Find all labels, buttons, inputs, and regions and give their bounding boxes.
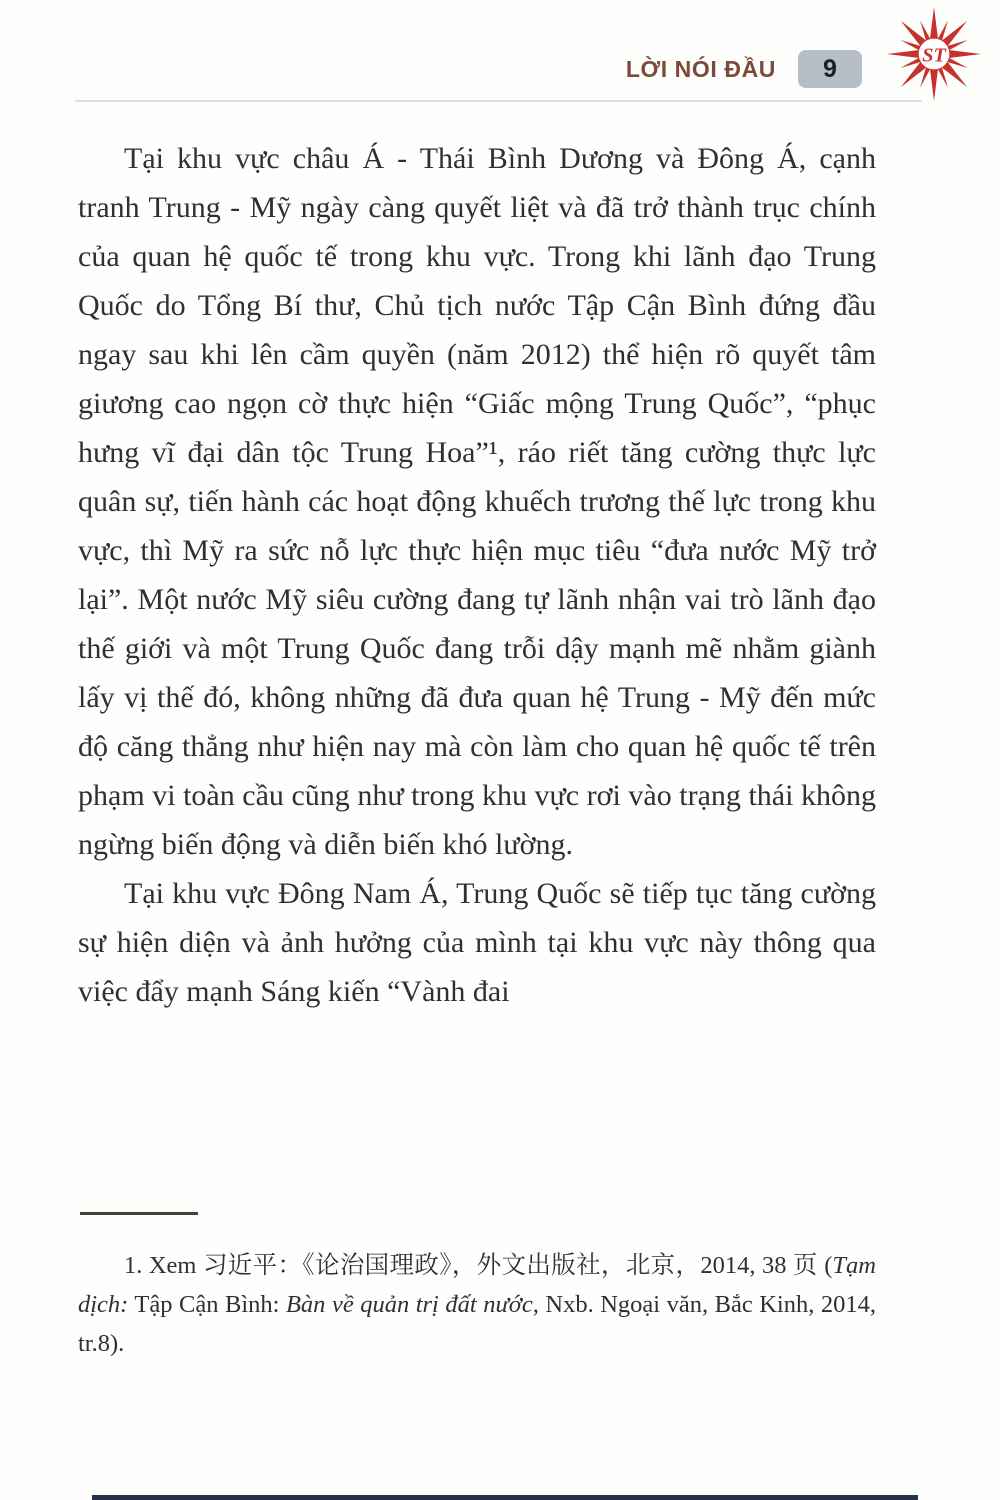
header-divider <box>75 100 922 102</box>
chapter-title: LỜI NÓI ĐẦU <box>625 55 776 82</box>
page-bottom-edge <box>92 1495 918 1500</box>
footnote-segment: 1. Xem 习近平：《论治国理政》，外文出版社，北京，2014, 38 页 ( <box>124 1252 833 1279</box>
page-header <box>0 50 862 88</box>
body-text <box>78 134 876 1016</box>
footnote-divider <box>80 1212 198 1215</box>
publisher-logo-monogram: ST <box>922 44 946 67</box>
footnote-segment: Nxb. Ngoại văn, Bắc Kinh, 2014, tr.8). <box>78 1291 876 1357</box>
publisher-logo-icon <box>886 6 982 102</box>
body-paragraph: Tại khu vực Đông Nam Á, Trung Quốc sẽ tiếp tục tăng cường sự hiện diện và ảnh hưởng của mình tại khu vực này thông qua việc đẩy mạnh Sáng kiến “Vành đai <box>78 877 876 1008</box>
footnote-segment-italic: Bàn về quản trị đất nước, <box>285 1291 539 1318</box>
page-number-badge: 9 <box>798 50 862 88</box>
footnote-text <box>78 1246 876 1363</box>
body-paragraph: Tại khu vực châu Á - Thái Bình Dương và Đông Á, cạnh tranh Trung - Mỹ ngày càng quyết liệt và đã trở thành trục chính của quan hệ quốc tế trong khu vực. Trong khi lãnh đạo Trung Quốc do Tổng Bí thư, Chủ tịch nước Tập Cận Bình đứng đầu ngay sau khi lên cầm quyền (năm 2012) thể hiện rõ quyết tâm giương cao ngọn cờ thực hiện “Giấc mộng Trung Quốc”, “phục hưng vĩ đại dân tộc Trung Hoa”¹, ráo riết tăng cường thực lực quân sự, tiến hành các hoạt động khuếch trương thế lực trong khu vực, thì Mỹ ra sức nỗ lực thực hiện mục tiêu “đưa nước Mỹ trở lại”. Một nước Mỹ siêu cường đang tự lãnh nhận vai trò lãnh đạo thế giới và một Trung Quốc đang trỗi dậy mạnh mẽ nhằm giành lấy vị thế đó, không những đã đưa quan hệ Trung - Mỹ đến mức độ căng thẳng như hiện nay mà còn làm cho quan hệ quốc tế trên phạm vi toàn cầu cũng như trong khu vực rơi vào trạng thái không ngừng biến động và diễn biến khó lường. <box>78 142 876 861</box>
footnote-segment: Tập Cận Bình: <box>128 1291 286 1318</box>
footnote-segment-italic: Tạm dịch: <box>78 1252 876 1318</box>
